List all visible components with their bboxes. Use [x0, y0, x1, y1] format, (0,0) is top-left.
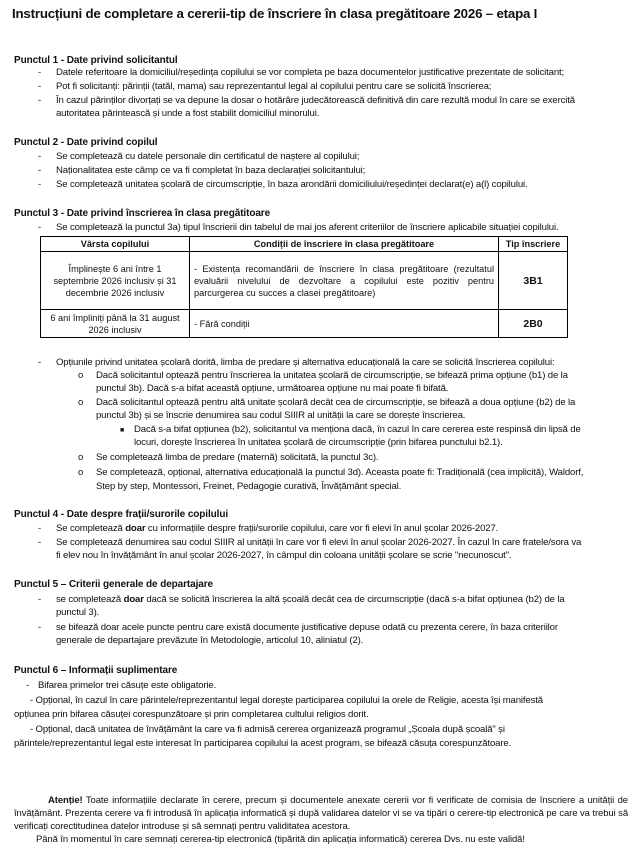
s4-item-2-line-2: fi elev nou în învățământ în anul școlar 2026-2027, în câmpul din coloana unității școlare se scrie "necunoscut".: [56, 550, 512, 561]
table-cell-age: 6 ani împliniți până la 31 august 2026 inclusiv: [41, 310, 190, 338]
bullet-circle: o: [78, 370, 84, 381]
s5-item-2-line-1: se bifează doar acele puncte pentru care există documente justificative depuse odată cu prezenta cerere, în baza criteriilor: [56, 622, 558, 633]
bullet-dash: -: [38, 95, 42, 106]
s2-item-3: Se completează unitatea școlară de circumscripție, în baza arondării domiciliului/reședinței declarat(e) a(l) copilului.: [56, 179, 528, 190]
s3-options-intro: Opțiunile privind unitatea școlară dorită, limba de predare și alternativa educațională la care se solicită înscrierea copilului:: [56, 357, 555, 368]
bullet-dash: -: [38, 179, 42, 190]
bullet-dash: -: [38, 222, 42, 233]
document-title: Instrucțiuni de completare a cererii-tip de înscriere în clasa pregătitoare 2026 – etapa I: [12, 6, 538, 21]
s3-option-1-line-2: punctul 3b). Dacă s-a bifat această opțiune, următoarea opțiune nu mai poate fi bifată.: [96, 383, 449, 394]
s3-suboption-line-1: Dacă s-a bifat opțiunea (b2), solicitantul va menționa dacă, în cazul în care cererea este respinsă din lipsă de: [134, 424, 581, 435]
s1-item-2: Pot fi solicitanți: părinții (tatăl, mama) sau reprezentantul legal al copilului pentru care se solicită înscrierea;: [56, 81, 492, 92]
bullet-dash: -: [26, 680, 30, 691]
bullet-dash: -: [38, 67, 42, 78]
section-1-heading: Punctul 1 - Date privind solicitantul: [14, 55, 178, 66]
table-cell-type: 2B0: [499, 310, 568, 338]
s3-option-4-line-1: Se completează, opțional, alternativa educațională la punctul 3d). Aceasta poate fi: Tradițională (cea implicită), Waldorf,: [96, 467, 584, 478]
bullet-circle: o: [78, 452, 84, 463]
s6-item-3-line-1: - Opțional, dacă unitatea de învățământ la care va fi admisă cererea organizează programul „Școala după școală" și: [30, 724, 505, 735]
table-header-age: Vârsta copilului: [41, 237, 190, 252]
table-cell-type: 3B1: [499, 252, 568, 310]
s5-item-1-line-2: punctul 3).: [56, 607, 100, 618]
section-2-heading: Punctul 2 - Date privind copilul: [14, 137, 158, 148]
table-header-row: [41, 237, 568, 252]
bullet-dash: -: [38, 165, 42, 176]
s3-option-1-line-1: Dacă solicitantul optează pentru înscrierea la unitatea școlară de circumscripție, se bifează prima opțiune (b1) de la: [96, 370, 568, 381]
s6-item-3-line-2: părintele/reprezentantul legal este interesat în participarea copilului la acest program, se bifează căsuța corespunzătoare.: [14, 738, 512, 749]
s4-item-2-line-1: Se completează denumirea sau codul SIIIR al unității în care vor fi elevi în anul școlar 2026-2027. În cazul în care fratele/sora va: [56, 537, 582, 548]
warning-text: Toate informațiile declarate în cerere, precum și documentele anexate cererii vor fi verificate de comisia de înscriere a unității de învățământ. Prezenta cerere va fi introdusă în aplicația informatică și după validarea datelor vi se va tipări o cerere-tip electronică pe care va trebui să verificați corectitudinea datelor introduse și să semnați pentru validitatea acestora.: [14, 795, 628, 832]
s5-item-2-line-2: generale de departajare prevăzute în Metodologie, articolul 10, aliniatul (2).: [56, 635, 364, 646]
section-4-heading: Punctul 4 - Date despre frații/surorile copilului: [14, 509, 229, 520]
s1-item-3-line-1: În cazul părinților divorțați se va depune la dosar o hotărâre judecătorească definitivă din care rezultă modul în care se exercită: [56, 95, 575, 106]
bullet-dash: -: [38, 151, 42, 162]
s3-option-4-line-2: Step by step, Montessori, Freinet, Pedagogie curativă, Învățământ special.: [96, 481, 402, 492]
section-3-heading: Punctul 3 - Date privind înscrierea în clasa pregătitoare: [14, 208, 271, 219]
table-row: [41, 310, 568, 338]
bullet-square: ■: [120, 427, 125, 434]
s4-item-1: Se completează doar cu informațiile despre frații/surorile copilului, care vor fi elevi în anul școlar 2026-2027.: [56, 523, 499, 534]
bullet-dash: -: [38, 594, 42, 605]
s1-item-3-line-2: autoritatea părintească și unde a fost stabilit domiciliul minorului.: [56, 108, 320, 119]
bullet-circle: o: [78, 467, 84, 478]
s3-option-3: Se completează limba de predare (maternă) solicitată, la punctul 3c).: [96, 452, 379, 463]
s3-intro: Se completează la punctul 3a) tipul înscrierii din tabelul de mai jos aferent criteriilor de înscriere aplicabile situației copilului.: [56, 222, 559, 233]
section-5-heading: Punctul 5 – Criterii generale de departajare: [14, 579, 214, 590]
table-header-conditions: Condiții de înscriere în clasa pregătitoare: [190, 237, 499, 252]
enrollment-criteria-table: [40, 236, 568, 338]
table-cell-age: Împlinește 6 ani între 1 septembrie 2026 inclusiv și 31 decembrie 2026 inclusiv: [41, 252, 190, 310]
bullet-dash: -: [38, 537, 42, 548]
bullet-circle: o: [78, 397, 84, 408]
bullet-dash: -: [38, 357, 42, 368]
section-6-heading: Punctul 6 – Informații suplimentare: [14, 665, 178, 676]
s2-item-1: Se completează cu datele personale din certificatul de naștere al copilului;: [56, 151, 360, 162]
warning-label: Atenție!: [48, 795, 83, 806]
s3-option-2-line-1: Dacă solicitantul optează pentru altă unitate școlară decât cea de circumscripție, se bifează a doua opțiune (b2) de la: [96, 397, 576, 408]
s1-item-1: Datele referitoare la domiciliul/reședința copilului se vor completa pe baza documentelor justificative prezentate de solicitant;: [56, 67, 565, 78]
s2-item-2: Naționalitatea este câmp ce va fi completat în baza declarației solicitantului;: [56, 165, 366, 176]
s6-item-2-line-2: opțiunea prin bifarea căsuței corespunzătoare și prin completarea cultului religios dorit.: [14, 709, 369, 720]
bullet-dash: -: [38, 523, 42, 534]
s5-item-1-line-1: se completează doar dacă se solicită înscrierea la altă școală decât cea de circumscripție (dacă s-a bifat opțiunea (b2) de la: [56, 594, 565, 605]
s6-item-2-line-1: - Opțional, în cazul în care părintele/reprezentantul legal dorește participarea copilului la orele de Religie, acesta își manifestă: [30, 695, 543, 706]
table-cell-conditions: - Fără condiții: [190, 310, 499, 338]
warning-validity: Până în momentul în care semnați cererea-tip electronică (tipărită din aplicația informatică) cererea Dvs. nu este validă!: [36, 834, 525, 845]
s3-option-2-line-2: punctul 3b) și se înscrie denumirea sau codul SIIIR al unității la care se dorește înscrierea.: [96, 410, 466, 421]
warning-note: [14, 794, 628, 846]
table-header-type: Tip înscriere: [499, 237, 568, 252]
s3-suboption-line-2: locuri, dorește înscrierea în unitatea școlară de circumscripție (prin bifarea punctului b2.1).: [134, 437, 503, 448]
table-cell-conditions: - Existența recomandării de înscriere în clasa pregătitoare (rezultatul evaluării nivelului de dezvoltare a copilului este pozitiv pentru parcurgerea cu succes a clasei pregătitoare): [190, 252, 499, 310]
bullet-dash: -: [38, 81, 42, 92]
table-row: [41, 252, 568, 310]
bullet-dash: -: [38, 622, 42, 633]
s6-item-1: Bifarea primelor trei căsuțe este obligatorie.: [38, 680, 217, 691]
